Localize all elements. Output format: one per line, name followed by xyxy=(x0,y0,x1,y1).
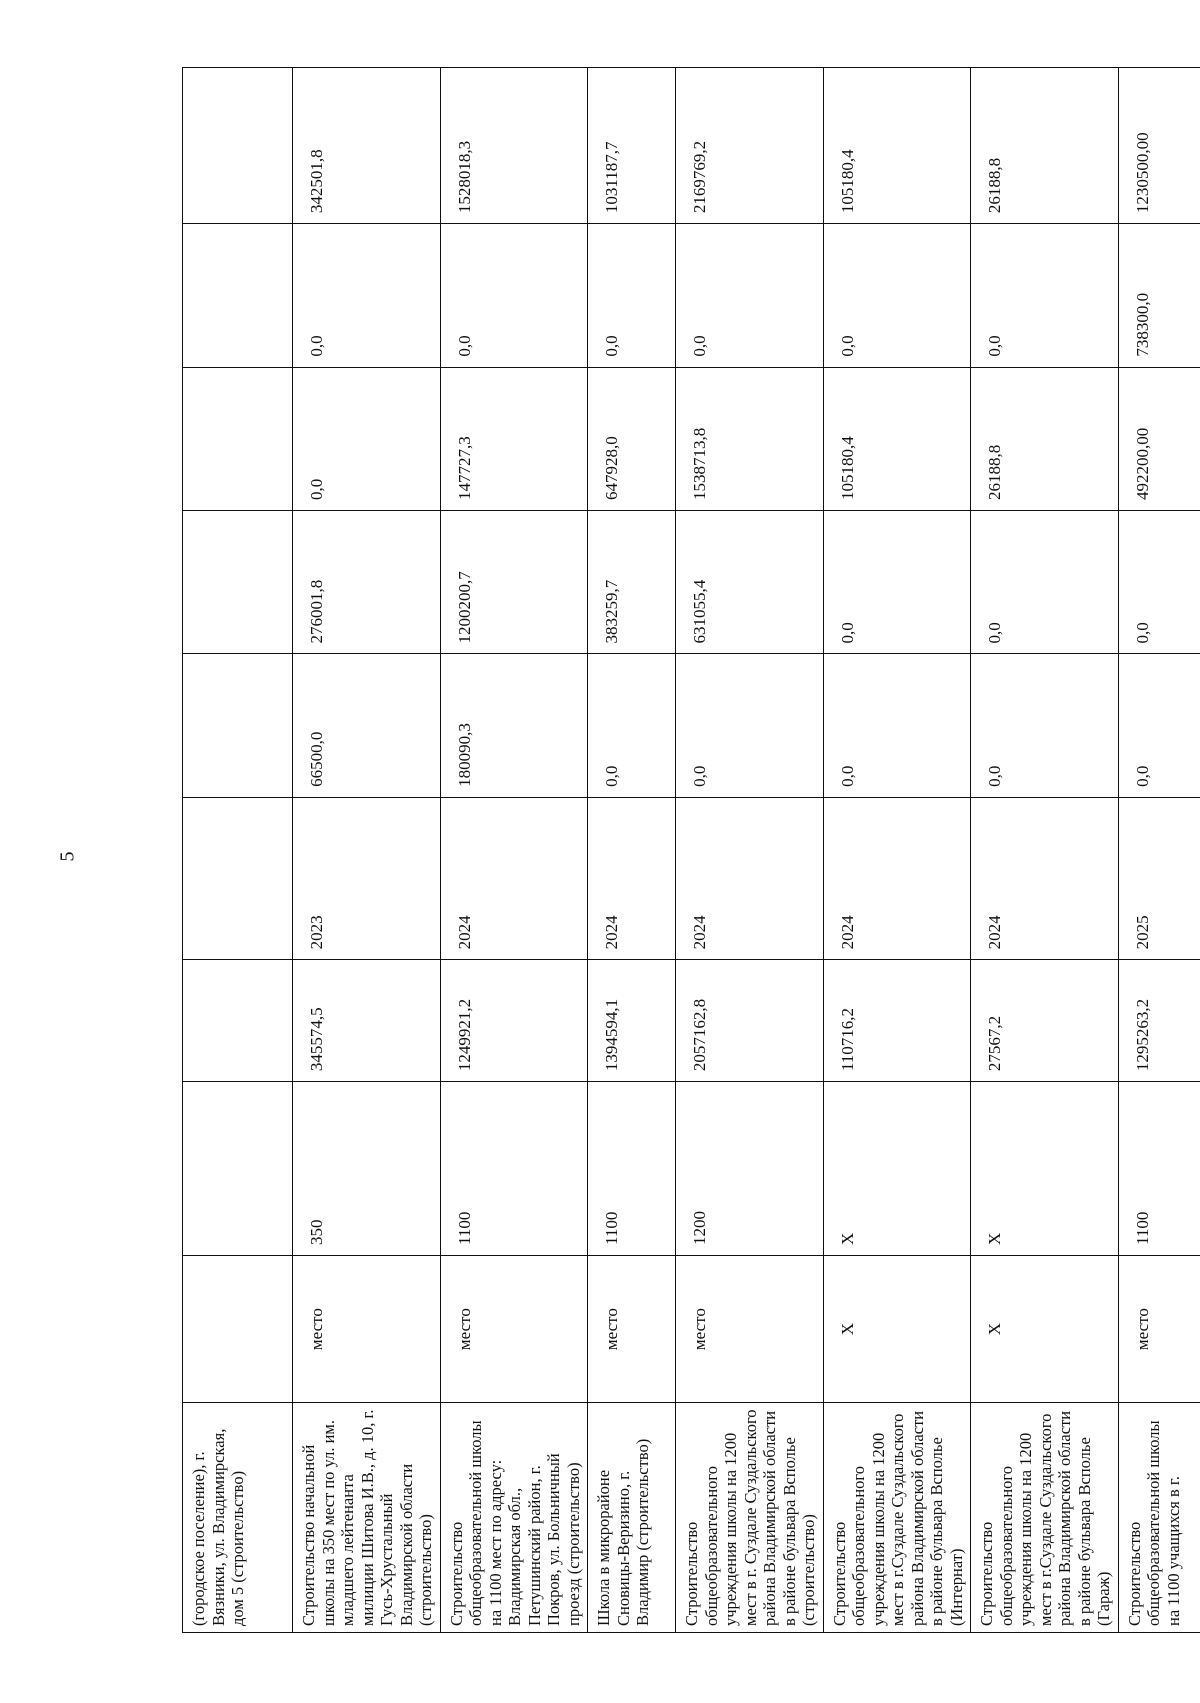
estimated-cost-cell: 1295263,2 xyxy=(1118,960,1200,1082)
value-3-cell xyxy=(183,367,293,510)
value-5-cell: 1230500,00 xyxy=(1118,68,1200,224)
value-3-cell: 147727,3 xyxy=(440,367,588,510)
value-4-cell: 0,0 xyxy=(823,224,971,367)
value-2-cell xyxy=(183,511,293,654)
page-number: 5 xyxy=(56,851,79,862)
completion-year-cell: 2024 xyxy=(676,797,824,959)
table-row xyxy=(588,68,676,1633)
value-5-cell: 1528018,3 xyxy=(440,68,588,224)
table-row xyxy=(676,68,824,1633)
value-1-cell: 0,0 xyxy=(823,654,971,797)
table-row xyxy=(440,68,588,1633)
value-4-cell: 0,0 xyxy=(293,224,441,367)
value-4-cell: 0,0 xyxy=(588,224,676,367)
unit-cell: место xyxy=(293,1256,441,1403)
value-5-cell: 2169769,2 xyxy=(676,68,824,224)
object-name-cell: Строительство общеобразовательной школы на 1100 мест по адресу: Владимирская обл., Петушинский район, г. Покров, ул. Больничный проезд (строительство) xyxy=(440,1403,588,1633)
value-5-cell: 26188,8 xyxy=(971,68,1119,224)
object-name-cell: Строительство общеобразовательного учреждения школы на 1200 мест в г. Суздале Суздальского района Владимирской области в районе бульвара Всполье (строительство) xyxy=(676,1403,824,1633)
estimated-cost-cell: 27567,2 xyxy=(971,960,1119,1082)
value-2-cell: 276001,8 xyxy=(293,511,441,654)
value-4-cell: 738300,0 xyxy=(1118,224,1200,367)
table-row xyxy=(823,68,971,1633)
capacity-cell: 350 xyxy=(293,1082,441,1256)
value-1-cell: 66500,0 xyxy=(293,654,441,797)
value-3-cell: 492200,00 xyxy=(1118,367,1200,510)
value-2-cell: 383259,7 xyxy=(588,511,676,654)
completion-year-cell: 2024 xyxy=(971,797,1119,959)
capacity-cell: 1200 xyxy=(676,1082,824,1256)
value-5-cell xyxy=(183,68,293,224)
value-2-cell: 631055,4 xyxy=(676,511,824,654)
estimated-cost-cell: 345574,5 xyxy=(293,960,441,1082)
value-1-cell xyxy=(183,654,293,797)
value-5-cell: 105180,4 xyxy=(823,68,971,224)
value-2-cell: 1200200,7 xyxy=(440,511,588,654)
object-name-cell: (городское поселение), г. Вязники, ул. Владимирская, дом 5 (строительство) xyxy=(183,1403,293,1633)
object-name-cell: Строительство общеобразовательной школы на 1100 учащихся в г. xyxy=(1118,1403,1200,1633)
value-1-cell: 180090,3 xyxy=(440,654,588,797)
value-5-cell: 1031187,7 xyxy=(588,68,676,224)
completion-year-cell: 2024 xyxy=(588,797,676,959)
completion-year-cell: 2023 xyxy=(293,797,441,959)
estimated-cost-cell: 1394594,1 xyxy=(588,960,676,1082)
estimated-cost-cell: 2057162,8 xyxy=(676,960,824,1082)
value-3-cell: 647928,0 xyxy=(588,367,676,510)
estimated-cost-cell: 1249921,2 xyxy=(440,960,588,1082)
value-1-cell: 0,0 xyxy=(971,654,1119,797)
table-row xyxy=(971,68,1119,1633)
value-2-cell: 0,0 xyxy=(971,511,1119,654)
completion-year-cell: 2025 xyxy=(1118,797,1200,959)
capacity-cell: 1100 xyxy=(1118,1082,1200,1256)
unit-cell: место xyxy=(676,1256,824,1403)
construction-objects-table xyxy=(182,67,1200,1633)
capacity-cell: 1100 xyxy=(588,1082,676,1256)
capacity-cell: 1100 xyxy=(440,1082,588,1256)
table-row xyxy=(1118,68,1200,1633)
completion-year-cell: 2024 xyxy=(823,797,971,959)
value-2-cell: 0,0 xyxy=(823,511,971,654)
unit-cell xyxy=(183,1256,293,1403)
object-name-cell: Строительство начальной школы на 350 мест по ул. им. младшего лейтенанта милиции Шитова И.В., д. 10, г. Гусь-Хрустальный Владимирской области (строительство) xyxy=(293,1403,441,1633)
unit-cell: место xyxy=(588,1256,676,1403)
value-2-cell: 0,0 xyxy=(1118,511,1200,654)
unit-cell: место xyxy=(1118,1256,1200,1403)
value-5-cell: 342501,8 xyxy=(293,68,441,224)
value-1-cell: 0,0 xyxy=(588,654,676,797)
capacity-cell xyxy=(183,1082,293,1256)
value-4-cell: 0,0 xyxy=(971,224,1119,367)
value-3-cell: 1538713,8 xyxy=(676,367,824,510)
object-name-cell: Школа в микрорайоне Сновицы-Веризино, г. Владимир (строительство) xyxy=(588,1403,676,1633)
value-4-cell xyxy=(183,224,293,367)
value-1-cell: 0,0 xyxy=(1118,654,1200,797)
unit-cell: место xyxy=(440,1256,588,1403)
estimated-cost-cell: 110716,2 xyxy=(823,960,971,1082)
unit-cell: Х xyxy=(823,1256,971,1403)
table-body xyxy=(183,68,1200,1633)
value-3-cell: 26188,8 xyxy=(971,367,1119,510)
estimated-cost-cell xyxy=(183,960,293,1082)
value-3-cell: 105180,4 xyxy=(823,367,971,510)
object-name-cell: Строительство общеобразовательного учреждения школы на 1200 мест в г.Суздале Суздальского района Владимирской области в районе бульвара Всполье (Гараж) xyxy=(971,1403,1119,1633)
object-name-cell: Строительство общеобразовательного учреждения школы на 1200 мест в г.Суздале Суздальского района Владимирской области в районе бульвара Всполье (Интернат) xyxy=(823,1403,971,1633)
completion-year-cell xyxy=(183,797,293,959)
value-1-cell: 0,0 xyxy=(676,654,824,797)
table-row xyxy=(183,68,293,1633)
value-3-cell: 0,0 xyxy=(293,367,441,510)
capacity-cell: Х xyxy=(823,1082,971,1256)
table-row xyxy=(293,68,441,1633)
completion-year-cell: 2024 xyxy=(440,797,588,959)
value-4-cell: 0,0 xyxy=(440,224,588,367)
unit-cell: Х xyxy=(971,1256,1119,1403)
capacity-cell: Х xyxy=(971,1082,1119,1256)
rotated-table-container xyxy=(182,67,1183,1633)
value-4-cell: 0,0 xyxy=(676,224,824,367)
